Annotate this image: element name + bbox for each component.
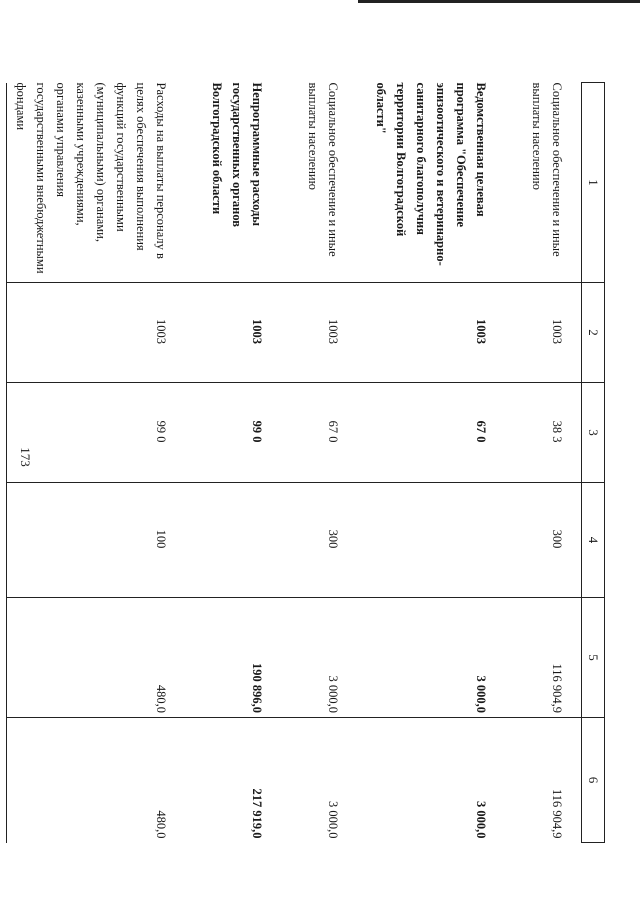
table-row [7,83,186,843]
row-sum-6: 3 000,0 [357,718,505,843]
table-row [505,83,582,843]
row-type: 100 [7,483,186,598]
row-sum-6: 217 919,0 [185,718,281,843]
row-name: Ведомственная целевая программа "Обеспечение эпизоотического и ветеринарно-санитарного благополучия территории Волгоградской области" [374,82,488,266]
row-sum-5: 116 904,9 [505,598,582,718]
row-target: 99 0 [185,383,281,483]
col-header: 5 [582,598,605,718]
row-target: 67 0 [357,383,505,483]
row-type [185,483,281,598]
row-sum-5: 3 000,0 [281,598,357,718]
row-type [357,483,505,598]
row-sum-5: 3 000,0 [357,598,505,718]
row-target: 67 0 [281,383,357,483]
row-name: Расходы на выплаты персоналу в целях обеспечения выполнения функций государственными (муниципальными) органами, казенными учреждениями, органами управления государственными внебюджетными фондами [7,83,186,283]
top-rule [358,0,640,3]
page-number: 173 [18,447,33,467]
row-target: 99 0 [7,383,186,483]
col-header: 6 [582,718,605,843]
row-sum-6: 116 904,9 [505,718,582,843]
row-name: Социальное обеспечение и иные выплаты населению [306,82,340,257]
row-name: Социальное обеспечение и иные выплаты населению [530,82,564,257]
table-row [185,83,281,843]
header-row [582,83,605,843]
row-sum-5: 190 896,0 [185,598,281,718]
row-type: 300 [505,483,582,598]
row-sum-6: 480,0 [7,718,186,843]
col-header: 3 [582,383,605,483]
row-code: 1003 [357,283,505,383]
row-code: 1003 [505,283,582,383]
row-code: 1003 [281,283,357,383]
row-code: 1003 [7,283,186,383]
col-header: 4 [582,483,605,598]
budget-table [6,82,605,843]
row-name: Непрограммные расходы государственных органов Волгоградской области [210,82,264,228]
row-type: 300 [281,483,357,598]
row-sum-6: 3 000,0 [281,718,357,843]
table-row [281,83,357,843]
col-header: 2 [582,283,605,383]
row-target: 38 3 [505,383,582,483]
row-sum-5: 480,0 [7,598,186,718]
table-row [357,83,505,843]
col-header: 1 [582,83,605,283]
row-code: 1003 [185,283,281,383]
